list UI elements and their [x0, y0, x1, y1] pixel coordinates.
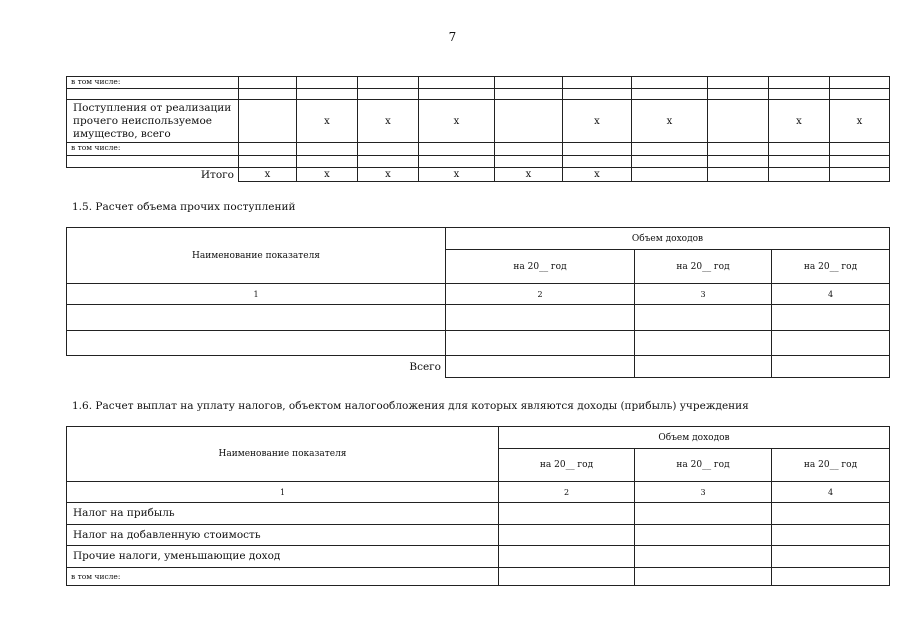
- section-1-6-title: 1.6. Расчет выплат на уплату налогов, объектом налогообложения для которых являются доходы (прибыль) учреждения: [72, 400, 749, 412]
- mark-cell: x: [495, 168, 563, 182]
- col-group-header: Объем доходов: [499, 427, 890, 449]
- year-header: на 20__ год: [635, 250, 772, 284]
- mark-cell: x: [239, 168, 297, 182]
- incl-label: в том числе:: [67, 568, 499, 586]
- mark-cell: x: [297, 168, 358, 182]
- year-header: на 20__ год: [772, 449, 890, 482]
- mark-cell: x: [297, 100, 358, 143]
- table-row: [67, 89, 890, 100]
- col-number: 1: [67, 284, 446, 305]
- row-label: Налог на добавленную стоимость: [67, 525, 499, 546]
- year-header: на 20__ год: [635, 449, 772, 482]
- table-row: [67, 546, 890, 568]
- section-1-5-title: 1.5. Расчет объема прочих поступлений: [72, 201, 296, 213]
- table-row: [67, 568, 890, 586]
- table-row: [67, 525, 890, 546]
- col-number: 4: [772, 284, 890, 305]
- total-label: Итого: [67, 168, 239, 182]
- year-header: на 20__ год: [499, 449, 635, 482]
- taxes-table: [66, 426, 890, 586]
- mark-cell: x: [358, 100, 419, 143]
- col-number: 1: [67, 482, 499, 503]
- row-label: Налог на прибыль: [67, 503, 499, 525]
- page-number: 7: [448, 30, 457, 44]
- incl-label: в том числе:: [67, 143, 239, 156]
- other-receipts-table: [66, 227, 890, 378]
- year-header: на 20__ год: [772, 250, 890, 284]
- table-row: [67, 156, 890, 168]
- mark-cell: x: [830, 100, 890, 143]
- mark-cell: x: [632, 100, 708, 143]
- table-row: [67, 143, 890, 156]
- col-number: 2: [499, 482, 635, 503]
- col-name-header: Наименование показателя: [67, 427, 499, 482]
- mark-cell: x: [769, 100, 830, 143]
- col-number: 2: [446, 284, 635, 305]
- table-row: [67, 503, 890, 525]
- mark-cell: x: [563, 100, 632, 143]
- mark-cell: x: [419, 168, 495, 182]
- col-group-header: Объем доходов: [446, 228, 890, 250]
- total-row: [67, 356, 890, 378]
- year-header: на 20__ год: [446, 250, 635, 284]
- incl-label: в том числе:: [67, 77, 239, 89]
- table-row: [67, 331, 890, 356]
- total-row: [67, 168, 890, 182]
- mark-cell: [495, 100, 563, 143]
- mark-cell: [708, 100, 769, 143]
- col-number: 4: [772, 482, 890, 503]
- table-row: [67, 305, 890, 331]
- col-number: 3: [635, 284, 772, 305]
- mark-cell: x: [563, 168, 632, 182]
- total-label: Всего: [67, 356, 446, 378]
- mark-cell: x: [419, 100, 495, 143]
- sale-label: Поступления от реализации прочего неиспользуемое имущество, всего: [67, 100, 239, 143]
- col-name-header: Наименование показателя: [67, 228, 446, 284]
- table-row: [67, 77, 890, 89]
- top-table: [66, 76, 890, 182]
- mark-cell: x: [358, 168, 419, 182]
- row-label: Прочие налоги, уменьшающие доход: [67, 546, 499, 568]
- table-row: [67, 100, 890, 143]
- col-number: 3: [635, 482, 772, 503]
